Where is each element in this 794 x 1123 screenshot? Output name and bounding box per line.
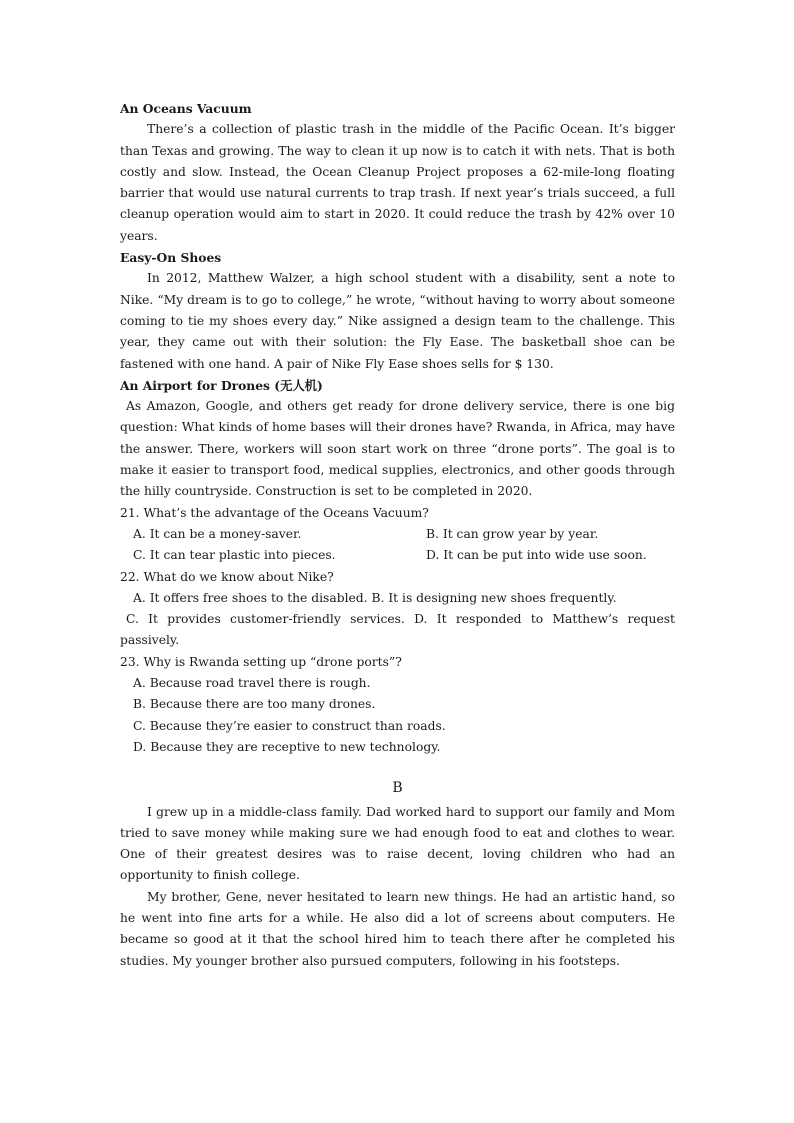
part-b-label: B bbox=[392, 780, 403, 797]
section-paragraph-airport-drones: As Amazon, Google, and others get ready for drone delivery service, there is one big question: What kinds of home bases will their drones have? Rwanda, in Africa, may have the answer. There, workers will soon start work on three “drone ports”. The goal is to make it easier to transport food, medical supplies, electronics, and other goods through the hilly countryside. Construction is set to be completed in 2020. bbox=[120, 399, 675, 499]
question-21-options-row-2 bbox=[120, 545, 675, 566]
question-23-option-c: C. Because they’re easier to construct than roads. bbox=[133, 718, 446, 733]
question-21-option-d: D. It can be put into wide use soon. bbox=[426, 548, 647, 563]
section-title-easy-on-shoes: Easy-On Shoes bbox=[120, 250, 222, 266]
section-paragraph-oceans-vacuum: There’s a collection of plastic trash in the middle of the Pacific Ocean. It’s bigger than Texas and growing. The way to clean it up now is to catch it with nets. That is both costly and slow. Instead, the Ocean Cleanup Project proposes a 62-mile-long floating barrier that would use natural currents to trap trash. If next year’s trials succeed, a full cleanup operation would aim to start in 2020. It could reduce the trash by 42% over 10 years. bbox=[120, 122, 675, 243]
question-21-stem: 21. What’s the advantage of the Oceans Vacuum? bbox=[120, 505, 429, 520]
question-23-option-b: B. Because there are too many drones. bbox=[133, 697, 376, 712]
part-b-paragraph-2: My brother, Gene, never hesitated to learn new things. He had an artistic hand, so he went into fine arts for a while. He also did a lot of screens about computers. He became so good at it that the school hired him to teach there after he completed his studies. My younger brother also pursued computers, following in his footsteps. bbox=[120, 889, 675, 968]
question-23-option-d: D. Because they are receptive to new technology. bbox=[133, 739, 441, 754]
question-23-option-a: A. Because road travel there is rough. bbox=[133, 676, 371, 691]
question-22-options-line-1: A. It offers free shoes to the disabled. B. It is designing new shoes frequently. bbox=[133, 590, 617, 605]
section-title-airport-drones: An Airport for Drones (无人机) bbox=[120, 377, 323, 393]
question-21-option-c: C. It can tear plastic into pieces. bbox=[133, 548, 336, 563]
question-23-stem: 23. Why is Rwanda setting up “drone ports”? bbox=[120, 654, 402, 669]
question-21-option-b: B. It can grow year by year. bbox=[426, 526, 599, 541]
part-b-paragraph-1: I grew up in a middle-class family. Dad worked hard to support our family and Mom tried to save money while making sure we had enough food to eat and clothes to wear. One of their greatest desires was to raise decent, loving children who had an opportunity to finish college. bbox=[120, 804, 675, 883]
section-paragraph-easy-on-shoes: In 2012, Matthew Walzer, a high school student with a disability, sent a note to Nike. “My dream is to go to college,” he wrote, “without having to worry about someone coming to tie my shoes every day.” Nike assigned a design team to the challenge. This year, they came out with their solution: the Fly Ease. The basketball shoe can be fastened with one hand. A pair of Nike Fly Ease shoes sells for $ 130. bbox=[120, 271, 675, 371]
document-page bbox=[120, 98, 675, 972]
section-title-oceans-vacuum: An Oceans Vacuum bbox=[120, 101, 252, 116]
question-21-options-row-1 bbox=[120, 524, 675, 545]
question-22-options-line-2: C. It provides customer-friendly services. D. It responded to Matthew’s request passively. bbox=[120, 612, 675, 648]
question-22-stem: 22. What do we know about Nike? bbox=[120, 569, 334, 584]
question-21-option-a: A. It can be a money-saver. bbox=[133, 526, 302, 541]
